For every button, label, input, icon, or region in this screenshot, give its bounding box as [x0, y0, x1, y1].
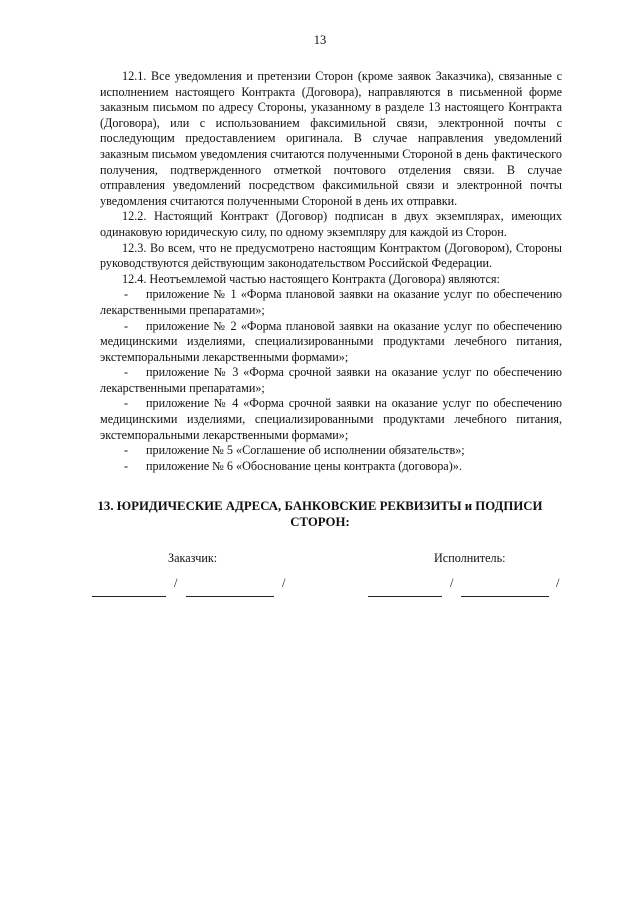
list-dash: -: [124, 287, 129, 302]
contractor-signature-line: [368, 596, 442, 597]
customer-label: Заказчик:: [168, 551, 218, 565]
paragraph-12-1: 12.1. Все уведомления и претензии Сторон (кроме заявок Заказчика), связанные с исполнением настоящего Контракта (Договора), направляются в письменной форме заказным письмом по адресу Стороны, указанному в разделе 13 настоящего Контракта (Договора), или с использованием факсимильной связи, электронной почты с последующим предоставлением оригинала. В случае направления уведомлений заказным письмом уведомления считаются полученными Стороной в день фактического получения, подтвержденного отметкой почтового отделения связи. В случае отправления уведомлений посредством факсимильной связи и электронной почты уведомления считаются полученными Стороной в день их отправки.: [100, 69, 562, 208]
appendix-item-6: [100, 459, 562, 475]
list-dash: -: [124, 396, 129, 411]
appendix-item-text: приложение № 5 «Соглашение об исполнении обязательств»;: [146, 443, 465, 458]
customer-signature-slash: /: [174, 576, 178, 590]
section-13-heading-line2: СТОРОН:: [290, 515, 350, 529]
page-number: 13: [313, 33, 327, 47]
appendix-item-3: [100, 365, 562, 396]
appendix-item-text: приложение № 1 «Форма плановой заявки на оказание услуг по обеспечению лекарственными препаратами»;: [100, 287, 562, 317]
appendix-item-text: приложение № 6 «Обоснование цены контракта (договора)».: [146, 458, 462, 473]
appendix-item-1: [100, 287, 562, 318]
paragraph-12-3: 12.3. Во всем, что не предусмотрено настоящим Контрактом (Договором), Стороны руководствуются действующим законодательством Российской Федерации.: [100, 240, 562, 271]
contractor-name-line: [461, 596, 549, 597]
appendix-item-2: [100, 319, 562, 366]
section-12-body: [100, 69, 562, 474]
customer-name-line: [186, 596, 274, 597]
contractor-signature-slash: /: [450, 576, 454, 590]
list-dash: -: [124, 443, 129, 458]
list-dash: -: [124, 458, 129, 473]
appendix-item-4: [100, 396, 562, 443]
customer-name-slash: /: [282, 576, 286, 590]
appendix-item-text: приложение № 4 «Форма срочной заявки на оказание услуг по обеспечению медицинскими изделиями, специализированными продуктами лечебного питания, экстемпоральными лекарственными формами»;: [100, 396, 562, 442]
list-dash: -: [124, 365, 129, 380]
appendix-item-text: приложение № 3 «Форма срочной заявки на оказание услуг по обеспечению лекарственными препаратами»;: [100, 365, 562, 395]
contractor-label: Исполнитель:: [434, 551, 506, 565]
section-13-heading-line1: 13. ЮРИДИЧЕСКИЕ АДРЕСА, БАНКОВСКИЕ РЕКВИЗИТЫ и ПОДПИСИ: [97, 499, 543, 513]
paragraph-12-4: 12.4. Неотъемлемой частью настоящего Контракта (Договора) являются:: [122, 271, 500, 286]
appendix-item-5: [100, 443, 562, 459]
list-dash: -: [124, 318, 129, 333]
appendix-item-text: приложение № 2 «Форма плановой заявки на оказание услуг по обеспечению медицинскими изделиями, специализированными продуктами лечебного питания, экстемпоральными лекарственными формами»;: [100, 318, 562, 364]
contractor-name-slash: /: [556, 576, 560, 590]
section-13-heading: [80, 498, 560, 530]
paragraph-12-2: 12.2. Настоящий Контракт (Договор) подписан в двух экземплярах, имеющих одинаковую юридическую силу, по одному экземпляру для каждой из Сторон.: [100, 209, 562, 239]
customer-signature-line: [92, 596, 166, 597]
